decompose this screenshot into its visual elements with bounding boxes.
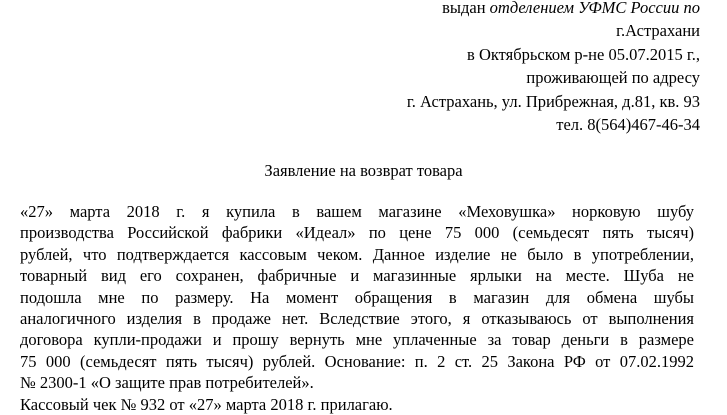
body-line: № 2300-1 «О защите прав потребителей». bbox=[20, 373, 314, 393]
body-line: производства Российской фабрики «Идеал» по цене 75 000 (семьдесят пять тысяч) bbox=[20, 223, 694, 243]
applicant-phone: тел. 8(564)467-46-34 bbox=[556, 115, 700, 135]
issued-city: г.Астрахани bbox=[616, 21, 700, 41]
document-title: Заявление на возврат товара bbox=[264, 161, 463, 180]
body-line: аналогичного изделия в продаже нет. Вследствие этого, я отказываюсь от выполнения bbox=[20, 309, 694, 329]
body-line: Кассовый чек № 932 от «27» марта 2018 г. прилагаю. bbox=[20, 394, 393, 414]
residing-label: проживающей по адресу bbox=[526, 68, 700, 88]
issued-prefix: выдан bbox=[442, 0, 490, 17]
body-line: рублей, что подтверждается кассовым чеком. Данное изделие не было в употреблении, bbox=[20, 244, 694, 264]
issued-by-authority: отделением УФМС России по bbox=[489, 0, 700, 17]
applicant-header bbox=[240, 0, 700, 136]
body-line: подошла мне по размеру. На момент обращения в магазин для обмена шубы bbox=[20, 287, 694, 307]
issued-by-line bbox=[240, 0, 700, 19]
issued-district-date: в Октябрьском р-не 05.07.2015 г., bbox=[467, 44, 700, 64]
body-line: товарный вид его сохранен, фабричные и магазинные ярлыки на месте. Шуба не bbox=[20, 266, 694, 286]
body-line: «27» марта 2018 г. я купила в вашем магазине «Меховушка» норковую шубу bbox=[20, 202, 694, 221]
body-line: 75 000 (семьдесят пять тысяч) рублей. Основание: п. 2 ст. 25 Закона РФ от 07.02.1992 bbox=[20, 351, 694, 371]
statement-body bbox=[20, 201, 694, 415]
applicant-address: г. Астрахань, ул. Прибрежная, д.81, кв. 93 bbox=[406, 91, 700, 111]
body-line: договора купли-продажи и прошу вернуть мне уплаченные за товар деньги в размере bbox=[20, 330, 694, 350]
